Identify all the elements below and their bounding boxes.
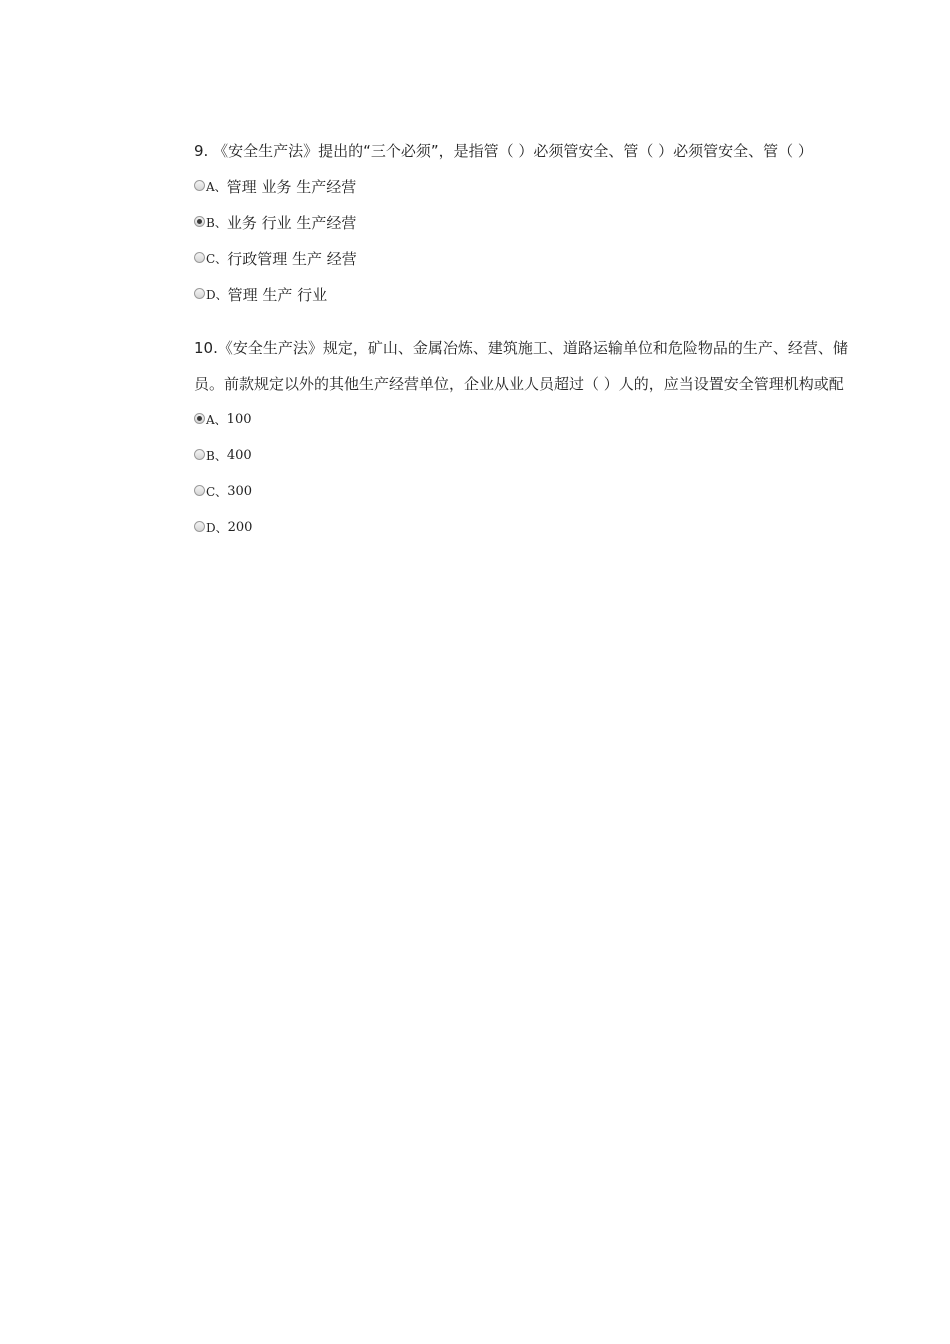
option-key: D、 (206, 521, 228, 535)
question-10-option-a[interactable] (194, 407, 918, 443)
option-label: 100 (226, 412, 252, 427)
option-label: 业务 行业 生产经营 (226, 214, 357, 232)
option-label: 200 (227, 520, 253, 535)
question-9-text: 9. 《安全生产法》提出的“三个必须”，是指管（ ）必须管安全、管（ ）必须管安全、管（ ） (194, 142, 813, 160)
option-key: A、 (206, 180, 227, 194)
question-10-option-b[interactable] (194, 443, 918, 479)
question-9-option-d[interactable] (194, 282, 918, 318)
option-key: B、 (206, 449, 227, 463)
option-key: C、 (206, 485, 228, 499)
radio-button-icon[interactable] (194, 449, 205, 460)
question-10-text-line-2: 员。前款规定以外的其他生产经营单位，企业从业人员超过（ ）人的，应当设置安全管理机构或配 (194, 375, 844, 393)
radio-button-icon[interactable] (194, 521, 205, 532)
question-10-text-line-1: 10.《安全生产法》规定，矿山、金属冶炼、建筑施工、道路运输单位和危险物品的生产、经营、储 (194, 339, 848, 357)
question-10 (194, 335, 918, 551)
option-key: D、 (206, 288, 228, 302)
question-10-option-c[interactable] (194, 479, 918, 515)
option-label: 300 (227, 484, 253, 499)
question-9 (194, 138, 918, 318)
option-key: C、 (206, 252, 228, 266)
option-label: 400 (226, 448, 252, 463)
option-key: B、 (206, 216, 227, 230)
radio-button-icon[interactable] (194, 413, 205, 424)
option-label: 行政管理 生产 经营 (227, 250, 357, 268)
radio-button-icon[interactable] (194, 485, 205, 496)
question-9-option-b[interactable] (194, 210, 918, 246)
radio-button-icon[interactable] (194, 288, 205, 299)
option-label: 管理 业务 生产经营 (226, 178, 357, 196)
radio-button-icon[interactable] (194, 180, 205, 191)
question-10-option-d[interactable] (194, 515, 918, 551)
question-9-option-a[interactable] (194, 174, 918, 210)
radio-button-icon[interactable] (194, 216, 205, 227)
option-key: A、 (206, 413, 227, 427)
option-label: 管理 生产 行业 (227, 286, 328, 304)
question-9-option-c[interactable] (194, 246, 918, 282)
radio-button-icon[interactable] (194, 252, 205, 263)
